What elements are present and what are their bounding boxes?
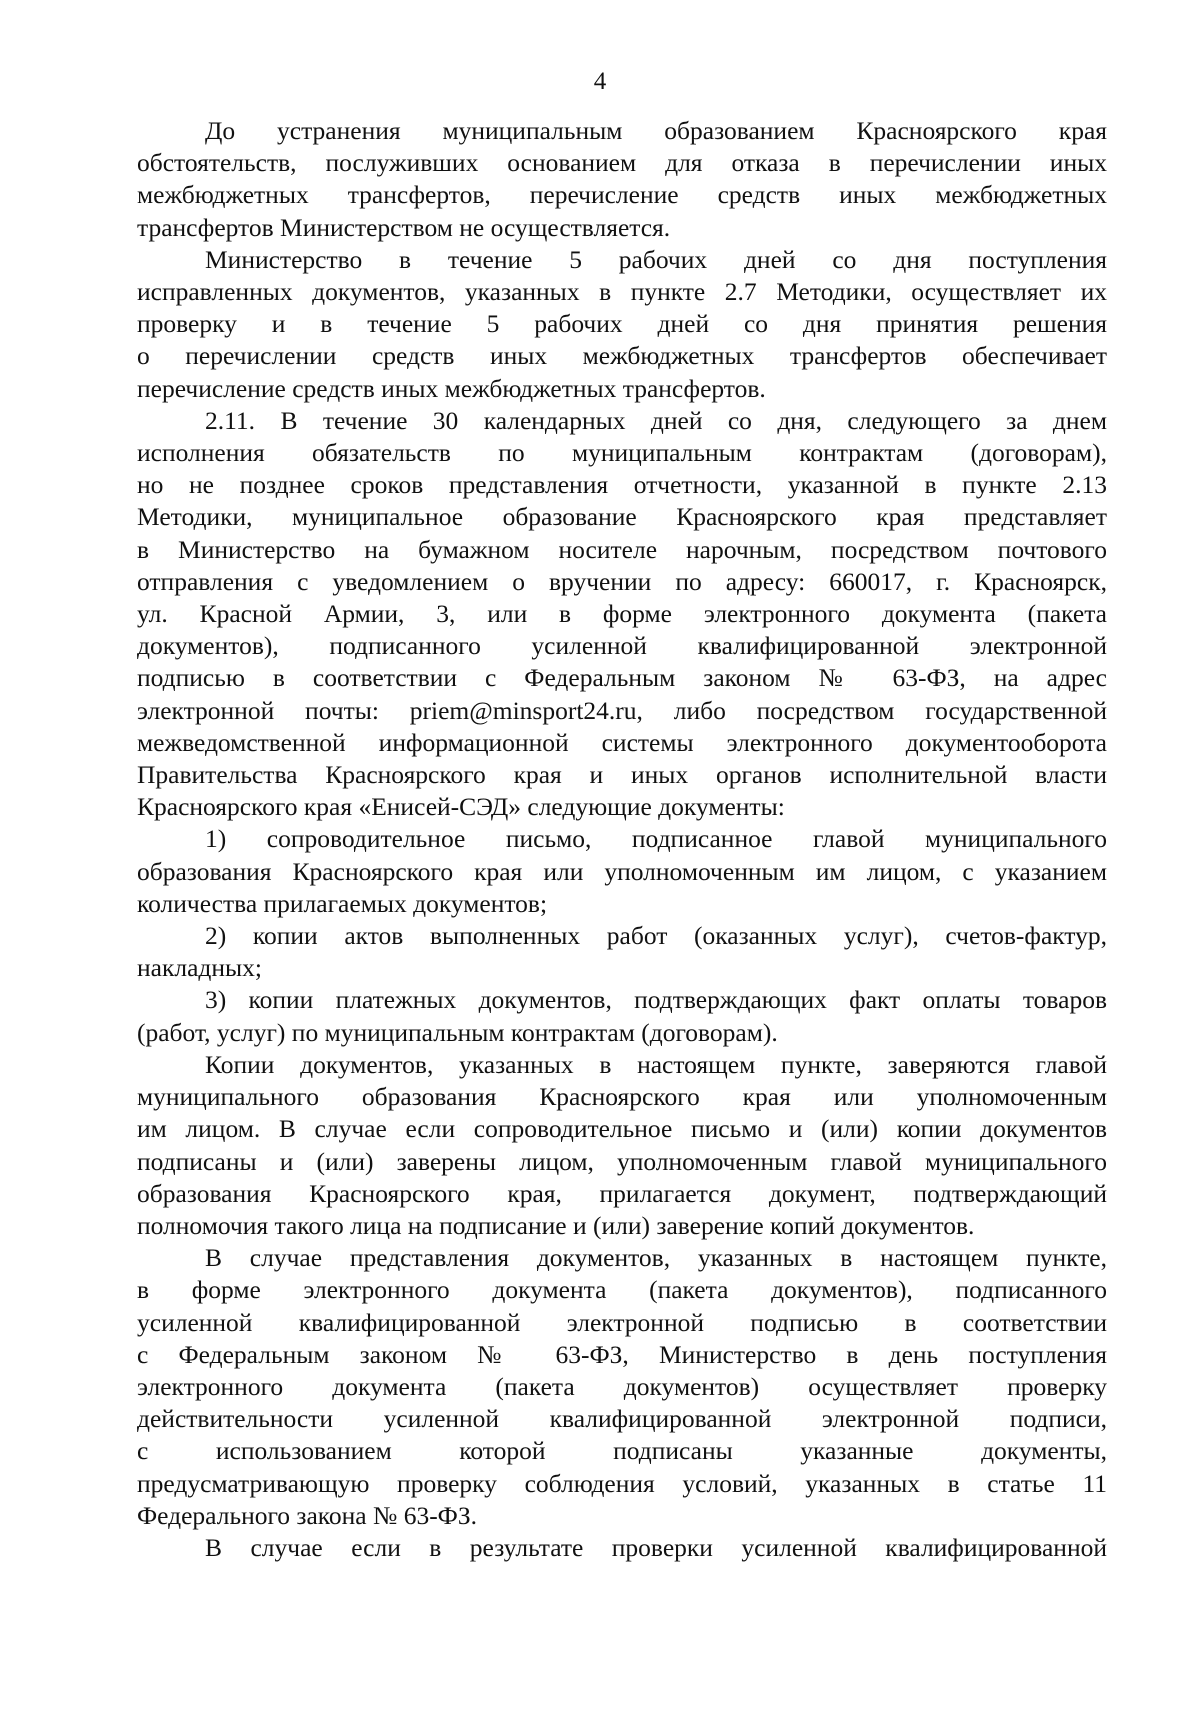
- text-line: Федерального закона № 63-ФЗ.: [137, 1500, 477, 1530]
- text-line: Копии документов, указанных в настоящем пункте, заверяются главой: [205, 1049, 1107, 1079]
- text-line: Красноярского края «Енисей-СЭД» следующие документы:: [137, 792, 785, 822]
- text-line: 1) сопроводительное письмо, подписанное главой муниципального: [205, 824, 1107, 854]
- document-body: [137, 115, 1107, 1564]
- text-line: о перечислении средств иных межбюджетных трансфертов обеспечивает: [137, 341, 1107, 371]
- text-line: В случае представления документов, указанных в настоящем пункте,: [205, 1243, 1107, 1273]
- text-line: перечисление средств иных межбюджетных трансфертов.: [137, 373, 766, 403]
- text-line: муниципального образования Красноярского края или уполномоченным: [137, 1082, 1107, 1112]
- text-line: отправления с уведомлением о вручении по адресу: 660017, г. Красноярск,: [137, 566, 1107, 596]
- text-line: (работ, услуг) по муниципальным контрактам (договорам).: [137, 1017, 778, 1047]
- text-line: накладных;: [137, 953, 262, 983]
- text-line: трансфертов Министерством не осуществляется.: [137, 212, 671, 242]
- text-line: Правительства Красноярского края и иных органов исполнительной власти: [137, 760, 1107, 790]
- text-line: обстоятельств, послуживших основанием для отказа в перечислении иных: [137, 148, 1107, 178]
- text-line: электронного документа (пакета документов) осуществляет проверку: [137, 1371, 1107, 1401]
- text-line: межведомственной информационной системы электронного документооборота: [137, 727, 1107, 757]
- text-line: 2.11. В течение 30 календарных дней со дня, следующего за днем: [205, 405, 1107, 435]
- page-number: 4: [593, 68, 607, 95]
- text-line: Министерство в течение 5 рабочих дней со дня поступления: [205, 244, 1107, 274]
- text-line: образования Красноярского края, прилагается документ, подтверждающий: [137, 1178, 1107, 1208]
- text-line: подписью в соответствии с Федеральным законом № 63-ФЗ, на адрес: [137, 663, 1107, 693]
- text-line: проверку и в течение 5 рабочих дней со дня принятия решения: [137, 309, 1107, 339]
- text-line: исправленных документов, указанных в пункте 2.7 Методики, осуществляет их: [137, 277, 1107, 307]
- text-line: электронной почты: priem@minsport24.ru, либо посредством государственной: [137, 695, 1107, 725]
- text-line: полномочия такого лица на подписание и (или) заверение копий документов.: [137, 1210, 975, 1240]
- text-line: в Министерство на бумажном носителе нарочным, посредством почтового: [137, 534, 1107, 564]
- text-line: количества прилагаемых документов;: [137, 888, 548, 918]
- text-line: усиленной квалифицированной электронной подписью в соответствии: [137, 1307, 1107, 1337]
- paragraph: [137, 405, 1107, 824]
- text-line: им лицом. В случае если сопроводительное письмо и (или) копии документов: [137, 1114, 1107, 1144]
- paragraph: [137, 244, 1107, 405]
- text-line: предусматривающую проверку соблюдения условий, указанных в статье 11: [137, 1468, 1107, 1498]
- paragraph: [137, 823, 1107, 920]
- paragraph: [137, 1242, 1107, 1532]
- paragraph: [137, 1532, 1107, 1564]
- text-line: но не позднее сроков представления отчетности, указанной в пункте 2.13: [137, 470, 1107, 500]
- text-line: документов), подписанного усиленной квалифицированной электронной: [137, 631, 1107, 661]
- text-line: Методики, муниципальное образование Красноярского края представляет: [137, 502, 1107, 532]
- text-line: образования Красноярского края или уполномоченным им лицом, с указанием: [137, 856, 1107, 886]
- text-line: 3) копии платежных документов, подтверждающих факт оплаты товаров: [205, 985, 1107, 1015]
- text-line: В случае если в результате проверки усиленной квалифицированной: [205, 1532, 1107, 1562]
- text-line: с использованием которой подписаны указанные документы,: [137, 1436, 1107, 1466]
- text-line: 2) копии актов выполненных работ (оказанных услуг), счетов-фактур,: [205, 921, 1107, 951]
- text-line: межбюджетных трансфертов, перечисление средств иных межбюджетных: [137, 180, 1107, 210]
- paragraph: [137, 984, 1107, 1048]
- text-line: с Федеральным законом № 63-ФЗ, Министерство в день поступления: [137, 1339, 1107, 1369]
- paragraph: [137, 115, 1107, 244]
- text-line: подписаны и (или) заверены лицом, уполномоченным главой муниципального: [137, 1146, 1107, 1176]
- text-line: До устранения муниципальным образованием Красноярского края: [205, 116, 1107, 145]
- paragraph: [137, 920, 1107, 984]
- text-line: действительности усиленной квалифицированной электронной подписи,: [137, 1404, 1107, 1434]
- text-line: ул. Красной Армии, 3, или в форме электронного документа (пакета: [137, 599, 1107, 629]
- text-line: в форме электронного документа (пакета документов), подписанного: [137, 1275, 1107, 1305]
- paragraph: [137, 1049, 1107, 1242]
- text-line: исполнения обязательств по муниципальным контрактам (договорам),: [137, 438, 1107, 468]
